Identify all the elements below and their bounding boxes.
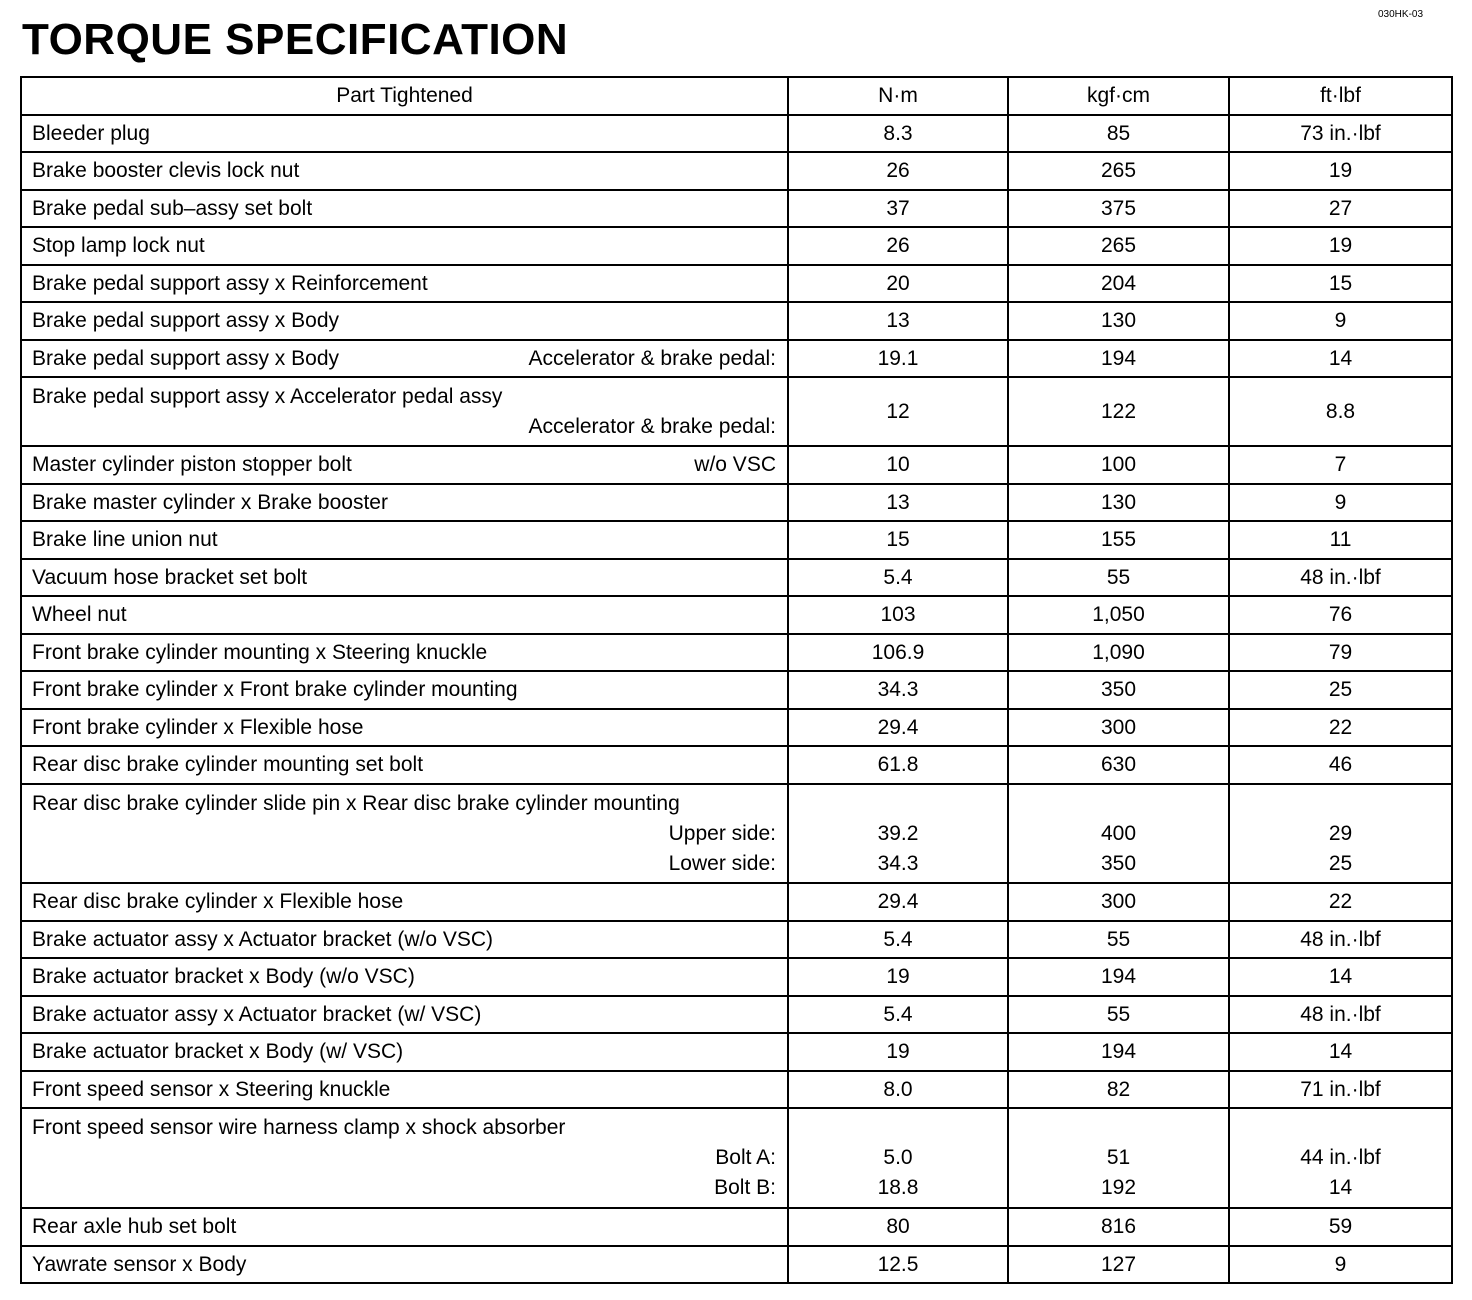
nm-cell xyxy=(788,484,1008,521)
nm-cell xyxy=(788,521,1008,559)
kgf-cm-value: 1,050 xyxy=(1092,603,1145,626)
nm-value: 8.0 xyxy=(883,1077,913,1101)
part-name: Rear disc brake cylinder x Flexible hose xyxy=(32,890,404,913)
torque-table xyxy=(20,76,1453,1284)
document-code: 030HK-03 xyxy=(1378,9,1424,20)
part-name: Stop lamp lock nut xyxy=(32,234,205,257)
ft-lbf-value: 27 xyxy=(1328,196,1353,220)
table-row xyxy=(21,1108,1452,1208)
nm-value: 103 xyxy=(880,603,916,626)
ft-lbf-value: 48 in.·lbf xyxy=(1300,927,1381,951)
nm-value: 8.3 xyxy=(883,121,913,145)
ft-lbf-cell xyxy=(1229,746,1452,784)
ft-lbf-cell xyxy=(1229,634,1452,671)
header-kgf-cm: kgf·cm xyxy=(1008,77,1229,115)
kgf-cm-value: 55 xyxy=(1106,927,1131,951)
ft-lbf-cell xyxy=(1229,227,1452,265)
part-cell xyxy=(21,596,788,634)
part-name: Bleeder plug xyxy=(32,121,150,145)
ft-lbf-value: 25 xyxy=(1328,678,1353,701)
kgf-cm-value: 51 xyxy=(1106,1146,1131,1169)
nm-value: 20 xyxy=(886,271,910,295)
part-name: Brake pedal support assy x Body xyxy=(32,346,340,370)
kgf-cm-cell xyxy=(1008,996,1229,1033)
nm-value: 5.4 xyxy=(883,565,913,589)
part-cell xyxy=(21,1033,788,1071)
kgf-cm-cell xyxy=(1008,1208,1229,1246)
kgf-cm-cell xyxy=(1008,484,1229,521)
nm-value: 13 xyxy=(886,490,910,514)
kgf-cm-value xyxy=(1009,1113,1228,1143)
ft-lbf-value: 14 xyxy=(1328,965,1353,988)
part-name: Rear disc brake cylinder mounting set bolt xyxy=(32,753,424,776)
nm-cell xyxy=(788,1108,1008,1208)
nm-cell xyxy=(788,1208,1008,1246)
header-row xyxy=(21,77,1452,115)
nm-cell xyxy=(788,996,1008,1033)
ft-lbf-value: 59 xyxy=(1328,1215,1353,1238)
nm-value: 34.3 xyxy=(877,851,919,875)
kgf-cm-cell xyxy=(1008,521,1229,559)
table-row xyxy=(21,227,1452,265)
ft-lbf-cell xyxy=(1229,1208,1452,1246)
kgf-cm-value: 194 xyxy=(1100,1040,1137,1063)
nm-value: 29.4 xyxy=(877,715,919,739)
nm-value: 29.4 xyxy=(877,890,919,913)
nm-value xyxy=(789,789,1007,819)
nm-cell xyxy=(788,1033,1008,1071)
kgf-cm-cell xyxy=(1008,634,1229,671)
ft-lbf-cell xyxy=(1229,1033,1452,1071)
ft-lbf-cell xyxy=(1229,784,1452,883)
part-cell xyxy=(21,671,788,709)
part-name: Front brake cylinder x Flexible hose xyxy=(32,715,364,739)
ft-lbf-value: 22 xyxy=(1328,890,1353,913)
nm-cell xyxy=(788,784,1008,883)
table-row xyxy=(21,377,1452,446)
part-cell xyxy=(21,559,788,596)
kgf-cm-cell xyxy=(1008,446,1229,484)
kgf-cm-cell xyxy=(1008,1033,1229,1071)
nm-cell xyxy=(788,115,1008,152)
nm-value: 61.8 xyxy=(877,753,919,776)
nm-value: 39.2 xyxy=(877,821,919,845)
ft-lbf-value: 44 in.·lbf xyxy=(1300,1146,1381,1169)
part-cell xyxy=(21,921,788,958)
kgf-cm-cell xyxy=(1008,265,1229,302)
ft-lbf-cell xyxy=(1229,521,1452,559)
nm-value: 13 xyxy=(886,309,910,332)
kgf-cm-value: 1,090 xyxy=(1092,640,1145,664)
part-name: Rear axle hub set bolt xyxy=(32,1215,237,1238)
part-cell xyxy=(21,996,788,1033)
kgf-cm-cell xyxy=(1008,340,1229,377)
nm-cell xyxy=(788,883,1008,921)
ft-lbf-value: 14 xyxy=(1328,1040,1353,1063)
kgf-cm-value: 155 xyxy=(1100,528,1137,551)
nm-value: 34.3 xyxy=(877,678,919,701)
ft-lbf-cell xyxy=(1229,883,1452,921)
ft-lbf-value: 14 xyxy=(1328,1176,1353,1199)
part-cell xyxy=(21,446,788,484)
part-cell xyxy=(21,265,788,302)
part-name: Rear disc brake cylinder slide pin x Rear disc brake cylinder mounting xyxy=(32,791,680,815)
kgf-cm-value: 400 xyxy=(1100,821,1137,845)
table-row xyxy=(21,921,1452,958)
kgf-cm-value: 300 xyxy=(1100,715,1137,739)
part-name: Front brake cylinder x Front brake cylinder mounting xyxy=(32,678,518,701)
kgf-cm-cell xyxy=(1008,1246,1229,1283)
kgf-cm-value: 127 xyxy=(1100,1252,1137,1276)
nm-cell xyxy=(788,265,1008,302)
part-cell xyxy=(21,152,788,190)
nm-value: 12 xyxy=(886,399,910,423)
kgf-cm-cell xyxy=(1008,1071,1229,1108)
part-cell xyxy=(21,709,788,746)
nm-value: 18.8 xyxy=(877,1176,919,1199)
nm-cell xyxy=(788,446,1008,484)
nm-value: 26 xyxy=(886,159,910,182)
nm-cell xyxy=(788,596,1008,634)
part-condition: Bolt A: xyxy=(715,1146,776,1169)
part-name: Brake booster clevis lock nut xyxy=(32,159,300,182)
part-cell xyxy=(21,784,788,883)
part-cell xyxy=(21,484,788,521)
kgf-cm-value: 300 xyxy=(1100,890,1137,913)
kgf-cm-value: 130 xyxy=(1100,309,1137,332)
page-title: TORQUE SPECIFICATION xyxy=(22,15,569,64)
nm-cell xyxy=(788,227,1008,265)
ft-lbf-value: 15 xyxy=(1328,271,1353,295)
table-row xyxy=(21,883,1452,921)
table-row xyxy=(21,115,1452,152)
kgf-cm-cell xyxy=(1008,958,1229,996)
ft-lbf-cell xyxy=(1229,484,1452,521)
nm-cell xyxy=(788,958,1008,996)
ft-lbf-cell xyxy=(1229,559,1452,596)
ft-lbf-cell xyxy=(1229,1108,1452,1208)
kgf-cm-cell xyxy=(1008,883,1229,921)
part-name: Brake pedal support assy x Reinforcement xyxy=(32,271,428,295)
part-name: Brake actuator assy x Actuator bracket (w/o VSC) xyxy=(32,927,494,951)
kgf-cm-cell xyxy=(1008,377,1229,446)
kgf-cm-value xyxy=(1009,789,1228,819)
kgf-cm-cell xyxy=(1008,559,1229,596)
part-cell xyxy=(21,227,788,265)
part-cell xyxy=(21,883,788,921)
table-row xyxy=(21,559,1452,596)
part-cell xyxy=(21,1071,788,1108)
kgf-cm-cell xyxy=(1008,302,1229,340)
part-name: Front brake cylinder mounting x Steering knuckle xyxy=(32,640,488,664)
kgf-cm-value: 265 xyxy=(1100,159,1137,182)
header-ft-lbf: ft·lbf xyxy=(1229,77,1452,115)
nm-cell xyxy=(788,190,1008,227)
table-row xyxy=(21,302,1452,340)
ft-lbf-value: 73 in.·lbf xyxy=(1300,121,1381,145)
table-row xyxy=(21,746,1452,784)
kgf-cm-value: 85 xyxy=(1106,121,1131,145)
part-name: Wheel nut xyxy=(32,603,127,626)
kgf-cm-value: 55 xyxy=(1106,1002,1131,1026)
table-body xyxy=(21,115,1452,1283)
ft-lbf-value: 19 xyxy=(1328,159,1353,182)
ft-lbf-cell xyxy=(1229,302,1452,340)
nm-cell xyxy=(788,921,1008,958)
table-row xyxy=(21,784,1452,883)
ft-lbf-cell xyxy=(1229,596,1452,634)
nm-value: 12.5 xyxy=(877,1252,919,1276)
nm-value: 10 xyxy=(886,453,910,476)
part-condition: Accelerator & brake pedal: xyxy=(528,414,776,438)
nm-cell xyxy=(788,340,1008,377)
nm-cell xyxy=(788,152,1008,190)
ft-lbf-cell xyxy=(1229,671,1452,709)
nm-cell xyxy=(788,559,1008,596)
ft-lbf-cell xyxy=(1229,996,1452,1033)
part-name: Brake line union nut xyxy=(32,528,218,551)
nm-cell xyxy=(788,377,1008,446)
ft-lbf-value: 71 in.·lbf xyxy=(1300,1077,1381,1101)
part-condition: w/o VSC xyxy=(694,453,776,476)
part-name: Brake actuator bracket x Body (w/ VSC) xyxy=(32,1040,404,1063)
kgf-cm-value: 82 xyxy=(1106,1077,1131,1101)
ft-lbf-cell xyxy=(1229,1246,1452,1283)
kgf-cm-value: 122 xyxy=(1100,399,1137,423)
ft-lbf-cell xyxy=(1229,709,1452,746)
kgf-cm-cell xyxy=(1008,671,1229,709)
kgf-cm-cell xyxy=(1008,1108,1229,1208)
nm-value: 5.0 xyxy=(883,1146,913,1169)
ft-lbf-value: 7 xyxy=(1334,453,1347,476)
part-cell xyxy=(21,746,788,784)
kgf-cm-value: 265 xyxy=(1100,234,1137,257)
nm-cell xyxy=(788,709,1008,746)
nm-cell xyxy=(788,671,1008,709)
part-line xyxy=(22,450,787,480)
kgf-cm-value: 194 xyxy=(1100,965,1137,988)
kgf-cm-value: 375 xyxy=(1100,196,1137,220)
part-cell xyxy=(21,1208,788,1246)
nm-value: 37 xyxy=(886,196,910,220)
nm-value: 19 xyxy=(886,965,910,988)
kgf-cm-cell xyxy=(1008,152,1229,190)
part-cell xyxy=(21,1246,788,1283)
kgf-cm-cell xyxy=(1008,784,1229,883)
nm-value: 80 xyxy=(886,1215,910,1238)
ft-lbf-value: 48 in.·lbf xyxy=(1300,1002,1381,1026)
table-row xyxy=(21,634,1452,671)
table-row xyxy=(21,996,1452,1033)
ft-lbf-value: 79 xyxy=(1328,640,1353,664)
kgf-cm-value: 55 xyxy=(1106,565,1131,589)
part-name: Front speed sensor wire harness clamp x shock absorber xyxy=(32,1116,566,1139)
kgf-cm-cell xyxy=(1008,190,1229,227)
ft-lbf-value xyxy=(1230,1113,1451,1143)
table-row xyxy=(21,521,1452,559)
part-condition: Accelerator & brake pedal: xyxy=(528,346,776,370)
ft-lbf-value: 25 xyxy=(1328,851,1353,875)
ft-lbf-value: 9 xyxy=(1334,1252,1347,1276)
part-cell xyxy=(21,377,788,446)
kgf-cm-cell xyxy=(1008,746,1229,784)
ft-lbf-cell xyxy=(1229,958,1452,996)
ft-lbf-cell xyxy=(1229,190,1452,227)
part-name: Master cylinder piston stopper bolt xyxy=(32,453,352,476)
nm-cell xyxy=(788,1246,1008,1283)
ft-lbf-cell xyxy=(1229,1071,1452,1108)
table-row xyxy=(21,596,1452,634)
nm-value: 106.9 xyxy=(871,640,925,664)
table-row xyxy=(21,446,1452,484)
table-row xyxy=(21,190,1452,227)
ft-lbf-value xyxy=(1230,789,1451,819)
nm-value: 15 xyxy=(886,528,910,551)
ft-lbf-value: 46 xyxy=(1328,753,1353,776)
kgf-cm-value: 100 xyxy=(1100,453,1137,476)
ft-lbf-value: 9 xyxy=(1334,309,1347,332)
kgf-cm-cell xyxy=(1008,227,1229,265)
part-condition: Upper side: xyxy=(668,821,776,845)
kgf-cm-value: 816 xyxy=(1100,1215,1137,1238)
nm-cell xyxy=(788,746,1008,784)
ft-lbf-value: 48 in.·lbf xyxy=(1300,565,1381,589)
part-cell xyxy=(21,340,788,377)
kgf-cm-cell xyxy=(1008,921,1229,958)
ft-lbf-value: 76 xyxy=(1328,603,1353,626)
ft-lbf-value: 11 xyxy=(1329,528,1352,551)
table-row xyxy=(21,671,1452,709)
part-condition: Bolt B: xyxy=(714,1176,776,1199)
kgf-cm-value: 194 xyxy=(1100,346,1137,370)
ft-lbf-value: 14 xyxy=(1328,346,1353,370)
part-line xyxy=(22,344,787,374)
table-row xyxy=(21,958,1452,996)
part-cell xyxy=(21,958,788,996)
ft-lbf-value: 8.8 xyxy=(1325,399,1356,423)
header-part-tightened: Part Tightened xyxy=(21,77,788,115)
kgf-cm-value: 204 xyxy=(1100,271,1137,295)
table-row xyxy=(21,1033,1452,1071)
ft-lbf-cell xyxy=(1229,377,1452,446)
table-row xyxy=(21,1208,1452,1246)
ft-lbf-cell xyxy=(1229,115,1452,152)
nm-value xyxy=(789,1113,1007,1143)
kgf-cm-value: 350 xyxy=(1100,851,1137,875)
nm-value: 5.4 xyxy=(883,927,913,951)
part-condition: Lower side: xyxy=(668,851,776,875)
kgf-cm-value: 130 xyxy=(1100,490,1137,514)
part-name: Brake pedal support assy x Body xyxy=(32,309,340,332)
part-cell xyxy=(21,115,788,152)
kgf-cm-value: 350 xyxy=(1100,678,1137,701)
part-cell xyxy=(21,634,788,671)
table-row xyxy=(21,265,1452,302)
part-name: Vacuum hose bracket set bolt xyxy=(32,565,308,589)
ft-lbf-value: 29 xyxy=(1328,821,1353,845)
table-row xyxy=(21,152,1452,190)
kgf-cm-cell xyxy=(1008,709,1229,746)
table-row xyxy=(21,340,1452,377)
ft-lbf-value: 22 xyxy=(1328,715,1353,739)
table-row xyxy=(21,1071,1452,1108)
part-name: Brake actuator assy x Actuator bracket (w/ VSC) xyxy=(32,1002,482,1026)
part-name: Brake pedal support assy x Accelerator pedal assy xyxy=(32,384,503,408)
ft-lbf-cell xyxy=(1229,152,1452,190)
ft-lbf-value: 19 xyxy=(1328,234,1353,257)
nm-cell xyxy=(788,302,1008,340)
ft-lbf-cell xyxy=(1229,921,1452,958)
kgf-cm-cell xyxy=(1008,596,1229,634)
part-cell xyxy=(21,302,788,340)
part-name: Yawrate sensor x Body xyxy=(32,1252,247,1276)
part-cell xyxy=(21,521,788,559)
part-name: Front speed sensor x Steering knuckle xyxy=(32,1077,391,1101)
ft-lbf-cell xyxy=(1229,265,1452,302)
part-name: Brake actuator bracket x Body (w/o VSC) xyxy=(32,965,415,988)
table-row xyxy=(21,1246,1452,1283)
nm-value: 5.4 xyxy=(883,1002,913,1026)
kgf-cm-cell xyxy=(1008,115,1229,152)
nm-value: 19.1 xyxy=(877,346,919,370)
ft-lbf-cell xyxy=(1229,446,1452,484)
ft-lbf-cell xyxy=(1229,340,1452,377)
table-row xyxy=(21,709,1452,746)
table-row xyxy=(21,484,1452,521)
nm-cell xyxy=(788,634,1008,671)
kgf-cm-value: 630 xyxy=(1100,753,1137,776)
kgf-cm-value: 192 xyxy=(1100,1176,1137,1199)
header-nm: N·m xyxy=(788,77,1008,115)
ft-lbf-value: 9 xyxy=(1334,490,1347,514)
part-cell xyxy=(21,190,788,227)
part-cell xyxy=(21,1108,788,1208)
part-name: Brake pedal sub–assy set bolt xyxy=(32,196,313,220)
nm-cell xyxy=(788,1071,1008,1108)
part-name: Brake master cylinder x Brake booster xyxy=(32,490,388,514)
nm-value: 19 xyxy=(886,1040,910,1063)
nm-value: 26 xyxy=(886,234,910,257)
